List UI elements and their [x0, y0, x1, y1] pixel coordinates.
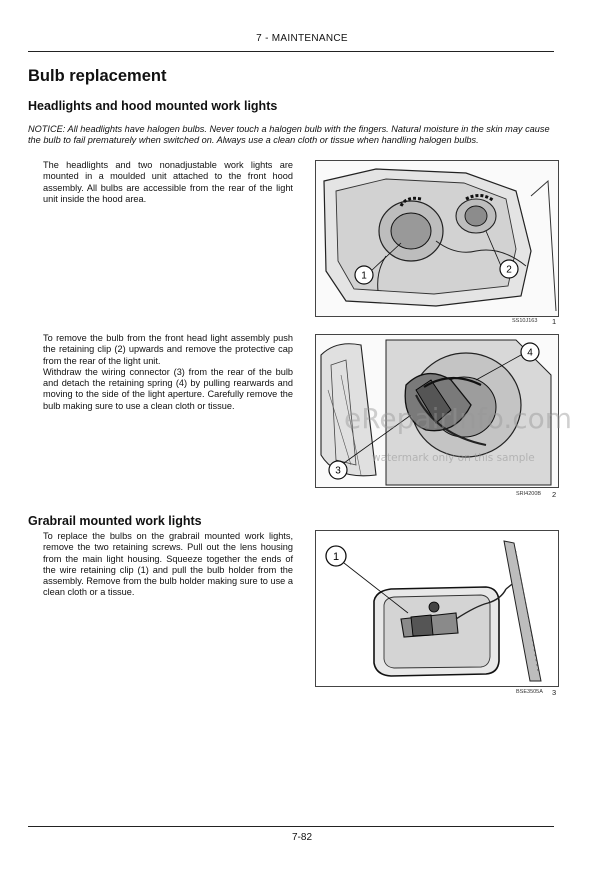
footer-rule	[28, 826, 554, 827]
running-header: 7 - MAINTENANCE	[256, 33, 348, 44]
figure-2-code: SRI4200B	[516, 491, 542, 497]
notice-text: NOTICE: All headlights have halogen bulbs. Never touch a halogen bulb with the fingers. Natural moisture in the skin may cause the bulb to fail prematurely when switched on. Always use a clean cloth or tissue when handling halogen bulbs.	[28, 124, 550, 146]
figure-1-number: 1	[552, 317, 557, 326]
paragraph-text: Withdraw the wiring connector (3) from the rear of the bulb and detach the retaining spring (4) by pulling rearwards and moving to the side of the light aperture. Carefully remove the bulb making sure to use a clean cloth or tissue.	[43, 366, 293, 411]
figure-1-code: SS10J163	[512, 318, 538, 324]
grabrail-light-illustration	[316, 531, 558, 686]
page-number: 7-82	[291, 832, 312, 843]
figure-1-callout-1: 1	[361, 270, 367, 282]
paragraph-headlights-intro	[43, 160, 293, 205]
figure-3-number: 3	[552, 688, 557, 697]
paragraph-grabrail	[43, 531, 293, 599]
page-title: Bulb replacement	[28, 67, 167, 85]
paragraph-text: To replace the bulbs on the grabrail mounted work lights, remove the two retaining screws. Pull out the lens housing from the main light housing. Squeeze together the ends of the wire retaining clip (1) and pull the bulb holder from the assembly. Remove from the bulb holder making sure to use a clean cloth or a tissue.	[43, 531, 293, 598]
figure-2-number: 2	[552, 490, 557, 499]
section-heading-grabrail: Grabrail mounted work lights	[28, 514, 202, 528]
watermark-brand: eRepairInfo.com	[344, 402, 573, 435]
paragraph-text: To remove the bulb from the front head light assembly push the retaining clip (2) upwards and remove the protective cap from the rear of the light unit.	[43, 333, 293, 366]
figure-1-callout-2: 2	[506, 264, 512, 276]
figure-3-callout-1: 1	[332, 551, 340, 563]
figure-3-code: BSE3505A	[516, 689, 543, 695]
figure-1-headlight-rear	[315, 160, 559, 317]
figure-3-grabrail-light	[315, 530, 559, 687]
paragraph-text: The headlights and two nonadjustable work lights are mounted in a moulded unit attached to the front hood assembly. All bulbs are accessible from the rear of the light unit inside the hood area.	[43, 160, 293, 204]
headlight-rear-illustration	[316, 161, 558, 316]
watermark-sample-note: watermark only on this sample	[372, 452, 535, 464]
header-rule	[28, 51, 554, 52]
paragraph-headlight-removal	[43, 333, 293, 412]
figure-2-callout-3: 3	[335, 465, 341, 477]
section-heading-headlights: Headlights and hood mounted work lights	[28, 99, 278, 113]
figure-2-callout-4: 4	[527, 347, 533, 359]
